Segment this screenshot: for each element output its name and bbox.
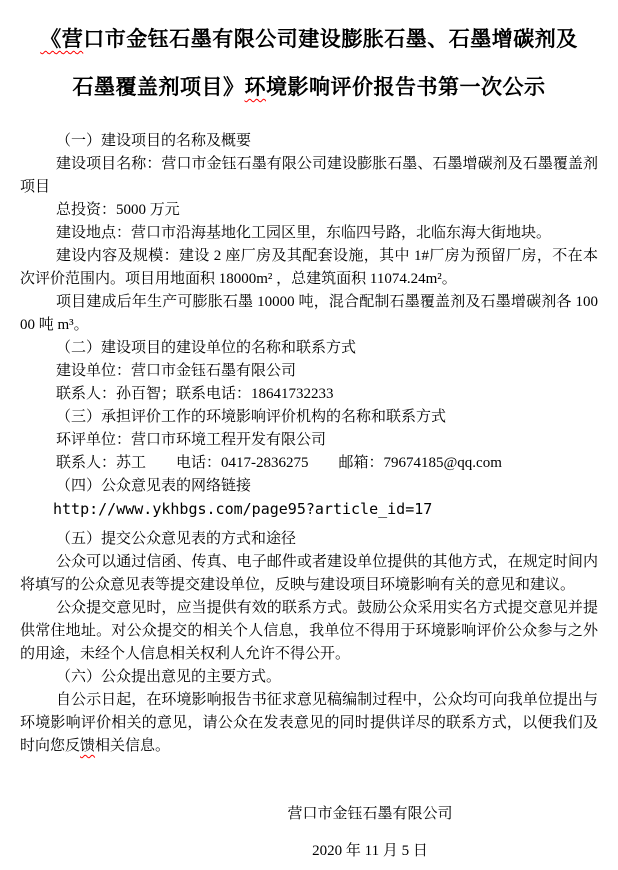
paragraph-total-investment: 总投资：5000 万元 (56, 202, 180, 218)
title-line1-text: 口市金钰石墨有限公司建设膨胀石墨、石墨增碳剂及 (83, 28, 578, 51)
paragraph-construction-unit: 建设单位：营口市金钰石墨有限公司 (56, 363, 297, 379)
title-line-1 (40, 28, 578, 51)
heading-section-1: （一）建设项目的名称及概要 (56, 133, 252, 149)
paragraph-eia-contact: 联系人：苏工 电话：0417-2836275 邮箱：79674185@qq.com (56, 455, 502, 471)
paragraph-submission-methods: 公众可以通过信函、传真、电子邮件或者建设单位提供的其他方式，在规定时间内将填写的公众意见表等提交建设单位，反映与建设项目环境影响有关的意见和建议。 (20, 554, 598, 593)
signature-date: 2020 年 11 月 5 日 (312, 843, 428, 859)
heading-section-2: （二）建设项目的建设单位的名称和联系方式 (56, 340, 357, 356)
paragraph-production-capacity: 项目建成后年生产可膨胀石墨 10000 吨，混合配制石墨覆盖剂及石墨增碳剂各 10000 吨 m³。 (20, 294, 598, 333)
title-line2-text-pre: 石墨覆盖剂项目》 (72, 76, 245, 99)
document-body (20, 130, 598, 758)
heading-section-6: （六）公众提出意见的主要方式。 (56, 669, 282, 685)
paragraph-construction-location: 建设地点：营口市沿海基地化工园区里，东临四号路，北临东海大街地块。 (56, 225, 552, 241)
title-line2-text-rest: 境影响评价报告书第一次公示 (266, 76, 546, 99)
paragraph-eia-unit: 环评单位：营口市环境工程开发有限公司 (56, 432, 327, 448)
paragraph-privacy-notice: 公众提交意见时，应当提供有效的联系方式。鼓励公众采用实名方式提交意见并提供常住地址。对公众提交的相关个人信息，我单位不得用于环境影响评价公众参与之外的用途，未经个人信息相关权利人允许不得公开。 (20, 600, 598, 662)
heading-section-4: （四）公众意见表的网络链接 (56, 478, 252, 494)
signature-block (20, 796, 598, 870)
signature-company-name: 营口市金钰石墨有限公司 (287, 806, 453, 822)
title-line1-misspelled-text: 《营 (40, 28, 84, 51)
paragraph-project-name: 建设项目名称：营口市金钰石墨有限公司建设膨胀石墨、石墨增碳剂及石墨覆盖剂项目 (20, 156, 598, 195)
heading-section-3: （三）承担评价工作的环境影响评价机构的名称和联系方式 (56, 409, 447, 425)
feedback-misspelled-text: 馈 (80, 738, 96, 754)
title-line2-misspelled-text: 环 (244, 76, 266, 99)
feedback-text-rest: 相关信息。 (95, 738, 171, 754)
heading-section-5: （五）提交公众意见表的方式和途径 (56, 531, 297, 547)
paragraph-construction-scale: 建设内容及规模：建设 2 座厂房及其配套设施，其中 1#厂房为预留厂房，不在本次评价范围内。项目用地面积 18000m² ，总建筑面积 11074.24m²。 (20, 248, 598, 287)
document-title (20, 16, 598, 112)
paragraph-feedback-notice (20, 689, 598, 758)
feedback-text-pre: 自公示日起，在环境影响报告书征求意见稿编制过程中，公众均可向我单位提出与环境影响评价相关的意见，请公众在发表意见的同时提供详尽的联系方式，以便我们及时向您反 (20, 692, 598, 754)
paragraph-builder-contact: 联系人：孙百智；联系电话：18641732233 (56, 386, 334, 402)
title-line-2 (73, 76, 546, 99)
public-opinion-form-url: http://www.ykhbgs.com/page95?article_id=17 (53, 500, 433, 518)
